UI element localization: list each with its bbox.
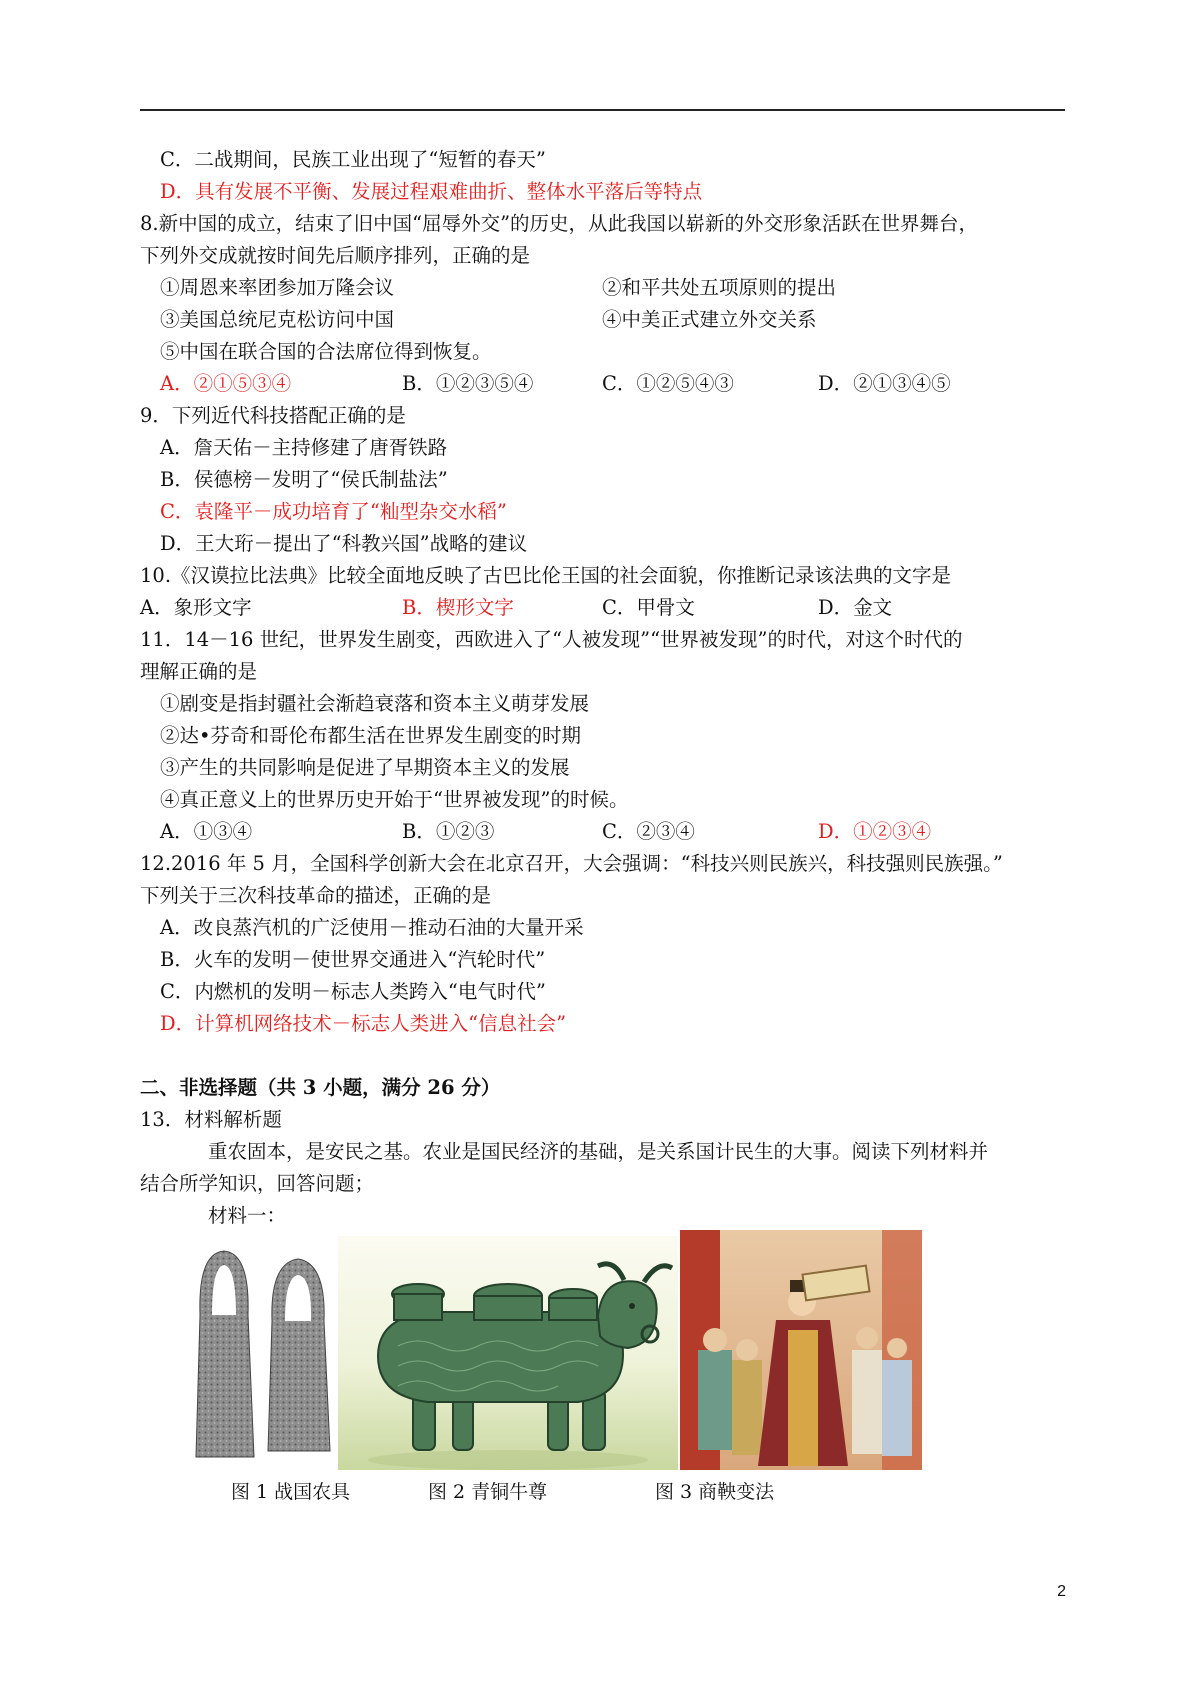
q10-option-c: C．甲骨文 xyxy=(602,596,695,619)
section2-heading: 二、非选择题（共 3 小题，满分 26 分） xyxy=(140,1076,501,1099)
q10-options xyxy=(140,596,1040,620)
q9-option-c-answer: C．袁隆平－成功培育了“籼型杂交水稻” xyxy=(160,500,507,523)
q12-stem-line1: 12.2016 年 5 月，全国科学创新大会在北京召开，大会强调：“科技兴则民族兴，科技强则民族强。” xyxy=(140,852,1003,875)
q10-option-d: D．金文 xyxy=(818,596,893,619)
q13-title: 13．材料解析题 xyxy=(140,1108,282,1131)
q13-paragraph-line2: 结合所学知识，回答问题； xyxy=(140,1172,375,1195)
q8-item-1: ①周恩来率团参加万隆会议 xyxy=(160,276,395,299)
figure-2-bronze-ox-zun-image xyxy=(338,1236,678,1470)
q11-stem-line2: 理解正确的是 xyxy=(140,660,258,683)
figure-1-farm-tools-image xyxy=(192,1245,338,1463)
q8-item-4: ④中美正式建立外交关系 xyxy=(602,308,817,331)
q12-stem-line2: 下列关于三次科技革命的描述，正确的是 xyxy=(140,884,492,907)
q7-option-d-answer: D．具有发展不平衡、发展过程艰难曲折、整体水平落后等特点 xyxy=(160,180,703,203)
header-rule xyxy=(140,109,1065,111)
q9-option-d: D．王大珩－提出了“科教兴国”战略的建议 xyxy=(160,532,528,555)
q11-option-b: B．①②③ xyxy=(402,820,495,843)
q11-options xyxy=(160,820,1060,844)
q13-paragraph-line1: 重农固本，是安民之基。农业是国民经济的基础，是关系国计民生的大事。阅读下列材料并 xyxy=(208,1140,989,1163)
q8-option-a-answer: A．②①⑤③④ xyxy=(160,372,292,395)
q8-stem-line2: 下列外交成就按时间先后顺序排列，正确的是 xyxy=(140,244,531,267)
q12-option-b: B．火车的发明－使世界交通进入“汽轮时代” xyxy=(160,948,546,971)
q8-option-c: C．①②⑤④③ xyxy=(602,372,734,395)
q8-options xyxy=(160,372,1060,396)
q7-option-c: C．二战期间，民族工业出现了“短暂的春天” xyxy=(160,148,546,171)
q9-option-a: A．詹天佑－主持修建了唐胥铁路 xyxy=(160,436,448,459)
q11-option-a: A．①③④ xyxy=(160,820,253,843)
q8-item-3: ③美国总统尼克松访问中国 xyxy=(160,308,395,331)
q8-option-b: B．①②③⑤④ xyxy=(402,372,534,395)
q11-item-4: ④真正意义上的世界历史开始于“世界被发现”的时候。 xyxy=(160,788,629,811)
q10-option-b-answer: B．楔形文字 xyxy=(402,596,514,619)
figure-1-caption: 图 1 战国农具 xyxy=(231,1481,351,1503)
q10-option-a: A．象形文字 xyxy=(140,596,252,619)
q11-item-3: ③产生的共同影响是促进了早期资本主义的发展 xyxy=(160,756,570,779)
q8-item-5: ⑤中国在联合国的合法席位得到恢复。 xyxy=(160,340,492,363)
q11-item-1: ①剧变是指封疆社会渐趋衰落和资本主义萌芽发展 xyxy=(160,692,590,715)
figure-3-caption: 图 3 商鞅变法 xyxy=(655,1481,775,1503)
q12-option-a: A．改良蒸汽机的广泛使用－推动石油的大量开采 xyxy=(160,916,584,939)
q12-option-d-answer: D．计算机网络技术－标志人类进入“信息社会” xyxy=(160,1012,567,1035)
q11-stem-line1: 11．14－16 世纪，世界发生剧变，西欧进入了“人被发现”“世界被发现”的时代，对这个时代的 xyxy=(140,628,963,651)
q11-option-d-answer: D．①②③④ xyxy=(818,820,932,843)
q8-option-d: D．②①③④⑤ xyxy=(818,372,951,395)
q9-option-b: B．侯德榜－发明了“侯氏制盐法” xyxy=(160,468,448,491)
q8-item-2: ②和平共处五项原则的提出 xyxy=(602,276,837,299)
material-one-label: 材料一： xyxy=(208,1204,287,1227)
q11-item-2: ②达•芬奇和哥伦布都生活在世界发生剧变的时期 xyxy=(160,724,582,747)
q12-option-c: C．内燃机的发明－标志人类跨入“电气时代” xyxy=(160,980,546,1003)
q10-stem: 10.《汉谟拉比法典》比较全面地反映了古巴比伦王国的社会面貌，你推断记录该法典的文字是 xyxy=(140,564,952,587)
q8-stem-line1: 8.新中国的成立，结束了旧中国“屈辱外交”的历史，从此我国以崭新的外交形象活跃在世界舞台， xyxy=(140,212,979,235)
page-number: 2 xyxy=(1057,1583,1066,1600)
q11-option-c: C．②③④ xyxy=(602,820,695,843)
q9-stem: 9．下列近代科技搭配正确的是 xyxy=(140,404,406,427)
figure-2-caption: 图 2 青铜牛尊 xyxy=(428,1481,548,1503)
figure-3-shang-yang-reform-image xyxy=(680,1230,922,1470)
